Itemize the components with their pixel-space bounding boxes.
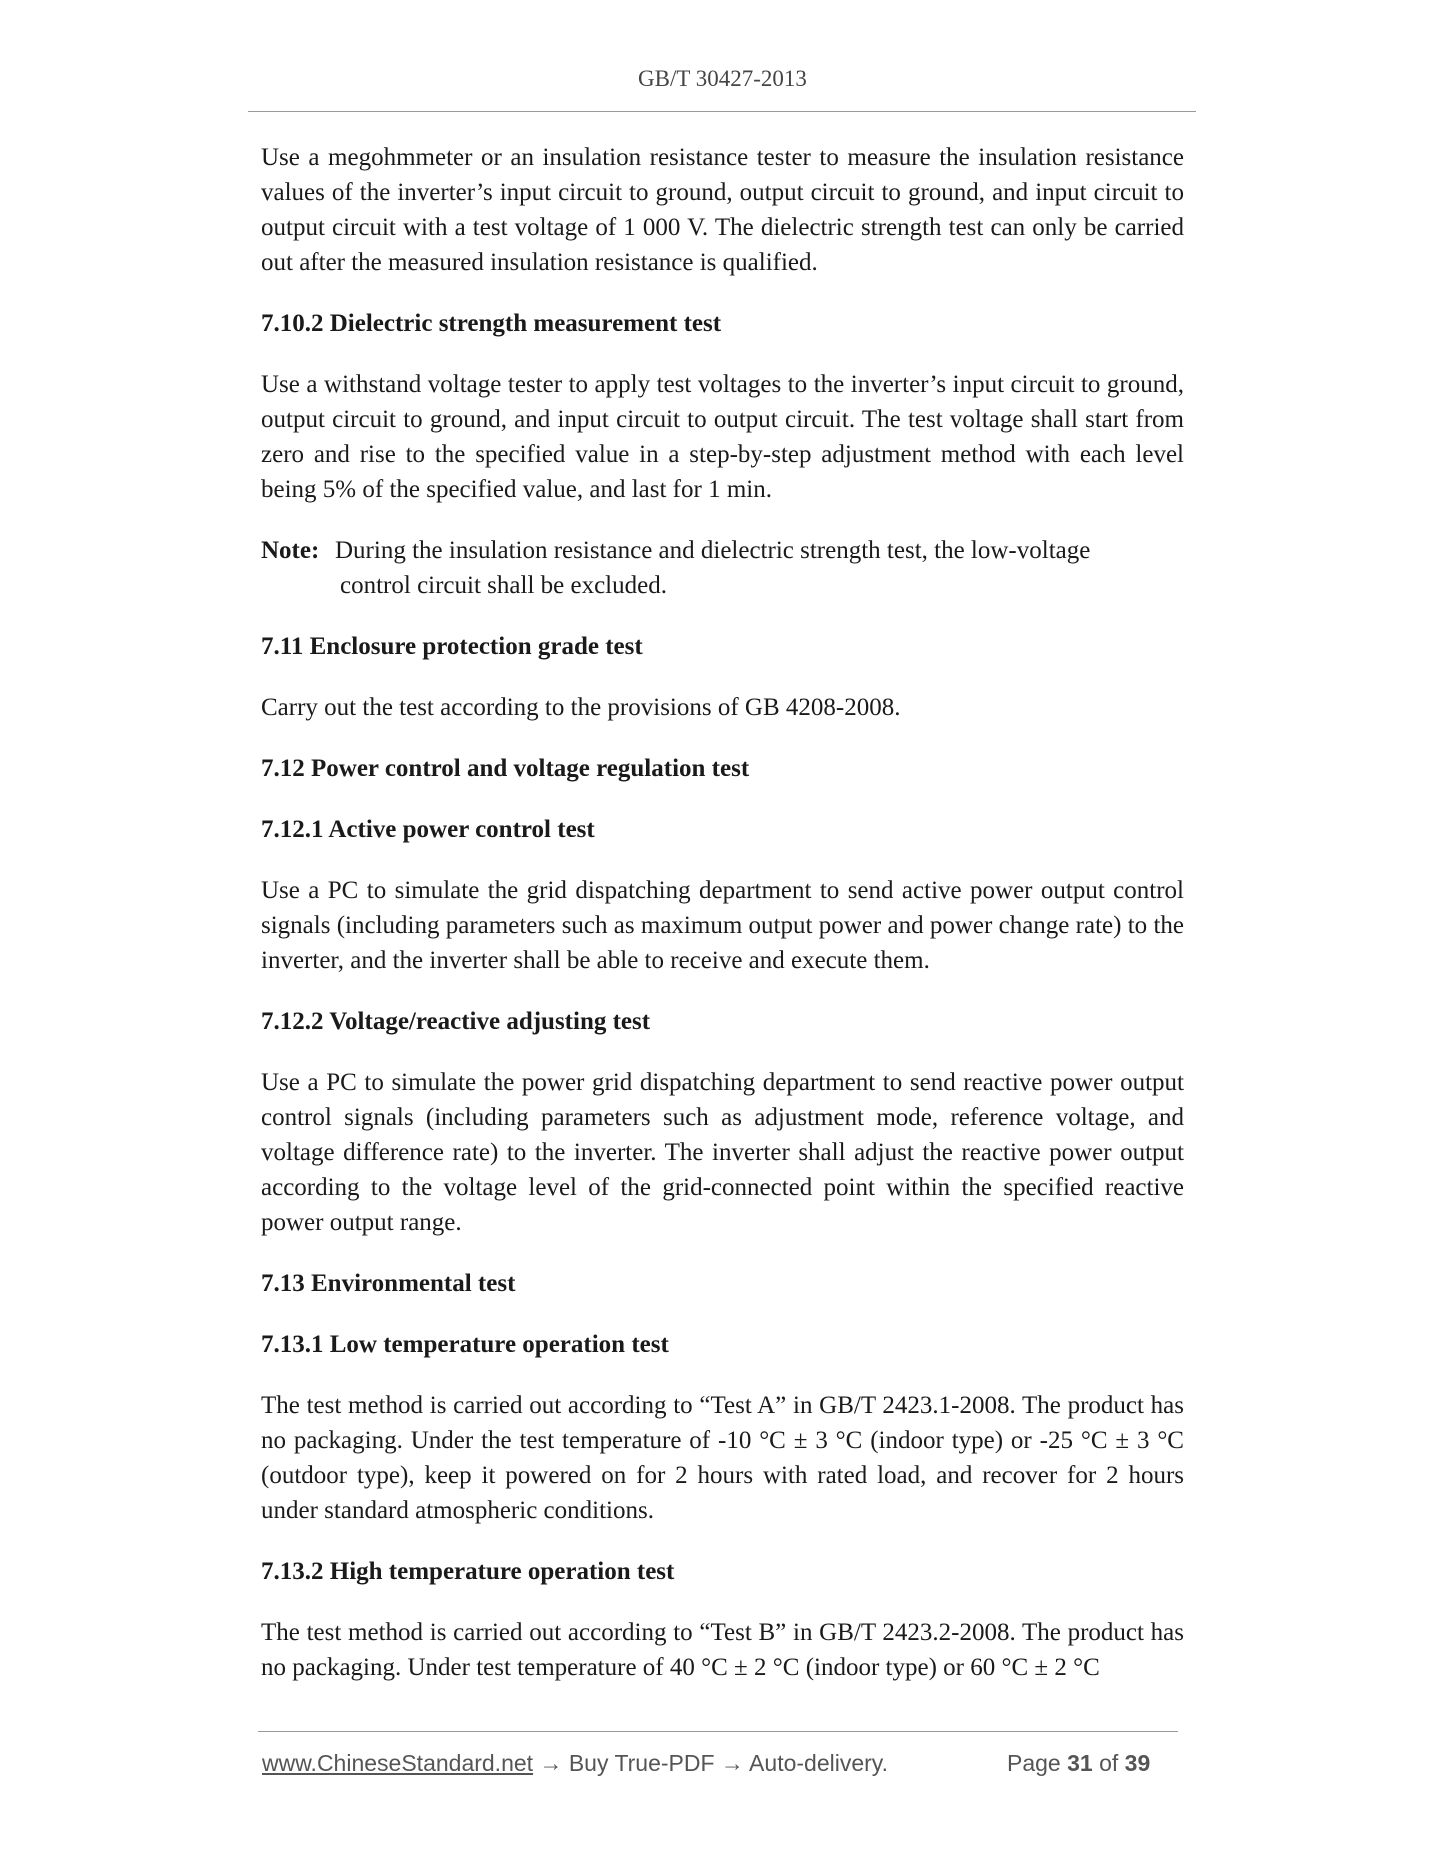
heading-7-13-1: 7.13.1 Low temperature operation test [261, 1331, 669, 1358]
heading-7-13: 7.13 Environmental test [261, 1270, 516, 1297]
heading-7-12: 7.12 Power control and voltage regulation test [261, 755, 750, 782]
paragraph-active-power: Use a PC to simulate the grid dispatching department to send active power output control signals (including parameters such as maximum output power and power change rate) to the inverter, and the inverter shall be able to receive and execute them. [261, 877, 1184, 974]
paragraph-gb4208: Carry out the test according to the provisions of GB 4208-2008. [261, 694, 901, 721]
footer-divider [258, 1731, 1178, 1732]
page-number: 31 [1067, 1750, 1093, 1776]
heading-7-12-1: 7.12.1 Active power control test [261, 816, 595, 843]
note-text [335, 533, 1184, 603]
paragraph-low-temperature: The test method is carried out according to “Test A” in GB/T 2423.1-2008. The product has no packaging. Under the test temperature of -10 °C ± 3 °C (indoor type) or -25 °C ± 3 °C (outdoor type), keep it powered on for 2 hours with rated load, and recover for 2 hours under standard atmospheric conditions. [261, 1392, 1184, 1524]
paragraph-reactive-power: Use a PC to simulate the power grid dispatching department to send reactive power output control signals (including parameters such as adjustment mode, reference voltage, and voltage difference rate) to the inverter. The inverter shall adjust the reactive power output according to the voltage level of the grid-connected point within the specified reactive power output range. [261, 1069, 1184, 1236]
of-word: of [1099, 1750, 1119, 1776]
page-indicator [1007, 1750, 1150, 1777]
paragraph-insulation-resistance: Use a megohmmeter or an insulation resistance tester to measure the insulation resistance values of the inverter’s input circuit to ground, output circuit to ground, and input circuit to output circuit with a test voltage of 1 000 V. The dielectric strength test can only be carried out after the measured insulation resistance is qualified. [261, 144, 1184, 276]
paragraph-dielectric-strength: Use a withstand voltage tester to apply test voltages to the inverter’s input circuit to ground, output circuit to ground, and input circuit to output circuit. The test voltage shall start from zero and rise to the specified value in a step-by-step adjustment method with each level being 5% of the specified value, and last for 1 min. [261, 371, 1184, 503]
page-footer [262, 1750, 1182, 1777]
heading-7-12-2: 7.12.2 Voltage/reactive adjusting test [261, 1008, 651, 1035]
note-line-1: During the insulation resistance and dielectric strength test, the low-voltage [335, 537, 1091, 564]
note-line-2: control circuit shall be excluded. [340, 572, 667, 599]
note-label: Note: [261, 537, 320, 564]
site-link[interactable]: www.ChineseStandard.net [262, 1750, 534, 1776]
footer-tagline: → Buy True-PDF → Auto-delivery. [533, 1750, 888, 1776]
page-word: Page [1007, 1750, 1061, 1776]
heading-7-13-2: 7.13.2 High temperature operation test [261, 1558, 675, 1585]
page-total: 39 [1124, 1750, 1151, 1776]
document-body [261, 140, 1184, 1711]
heading-7-11: 7.11 Enclosure protection grade test [261, 633, 643, 660]
paragraph-high-temperature: The test method is carried out according to “Test B” in GB/T 2423.2-2008. The product has no packaging. Under test temperature of 40 °C ± 2 °C (indoor type) or 60 °C ± 2 °C [261, 1619, 1184, 1681]
note-block [261, 533, 1184, 603]
page-header: GB/T 30427-2013 [638, 66, 807, 91]
heading-7-10-2: 7.10.2 Dielectric strength measurement test [261, 310, 722, 337]
header-divider [248, 111, 1196, 112]
